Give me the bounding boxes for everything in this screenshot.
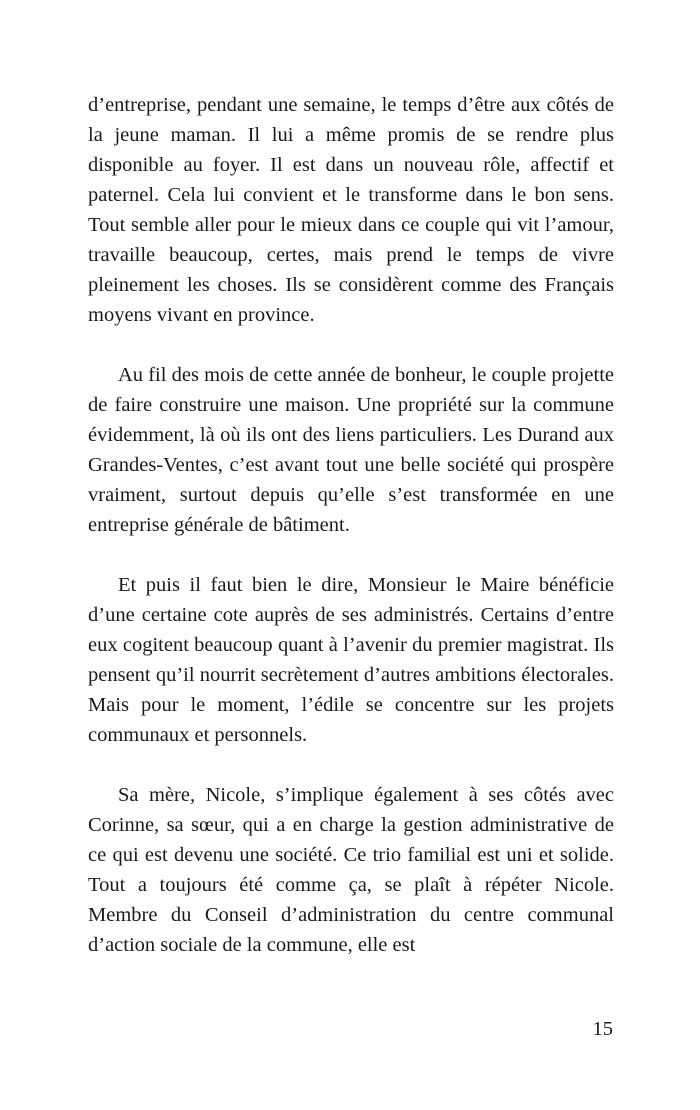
body-text [88, 90, 614, 960]
page-number: 15 [592, 1018, 613, 1040]
paragraph-3: Et puis il faut bien le dire, Monsieur le Maire bénéficie d’une certaine cote auprès de ses administrés. Certains d’entre eux cogitent beaucoup quant à l’avenir du premier magistrat. Ils pensent qu’il nourrit secrètement d’autres ambitions électorales. Mais pour le moment, l’édile se concentre sur les projets communaux et personnels. [88, 574, 614, 746]
paragraph-4: Sa mère, Nicole, s’implique également à ses côtés avec Corinne, sa sœur, qui a en charge la gestion administrative de ce qui est devenu une société. Ce trio familial est uni et solide. Tout a toujours été comme ça, se plaît à répéter Nicole. Membre du Conseil d’administration du centre communal d’action sociale de la commune, elle est [88, 784, 614, 956]
paragraph-2: Au fil des mois de cette année de bonheur, le couple projette de faire construire une maison. Une propriété sur la commune évidemment, là où ils ont des liens particuliers. Les Durand aux Grandes-Ventes, c’est avant tout une belle société qui prospère vraiment, surtout depuis qu’elle s’est transformée en une entreprise générale de bâtiment. [88, 364, 614, 536]
paragraph-1: d’entreprise, pendant une semaine, le temps d’être aux côtés de la jeune maman. Il lui a même promis de se rendre plus disponible au foyer. Il est dans un nouveau rôle, affectif et paternel. Cela lui convient et le transforme dans le bon sens. Tout semble aller pour le mieux dans ce couple qui vit l’amour, travaille beaucoup, certes, mais prend le temps de vivre pleinement les choses. Ils se considèrent comme des Français moyens vivant en province. [88, 94, 614, 326]
